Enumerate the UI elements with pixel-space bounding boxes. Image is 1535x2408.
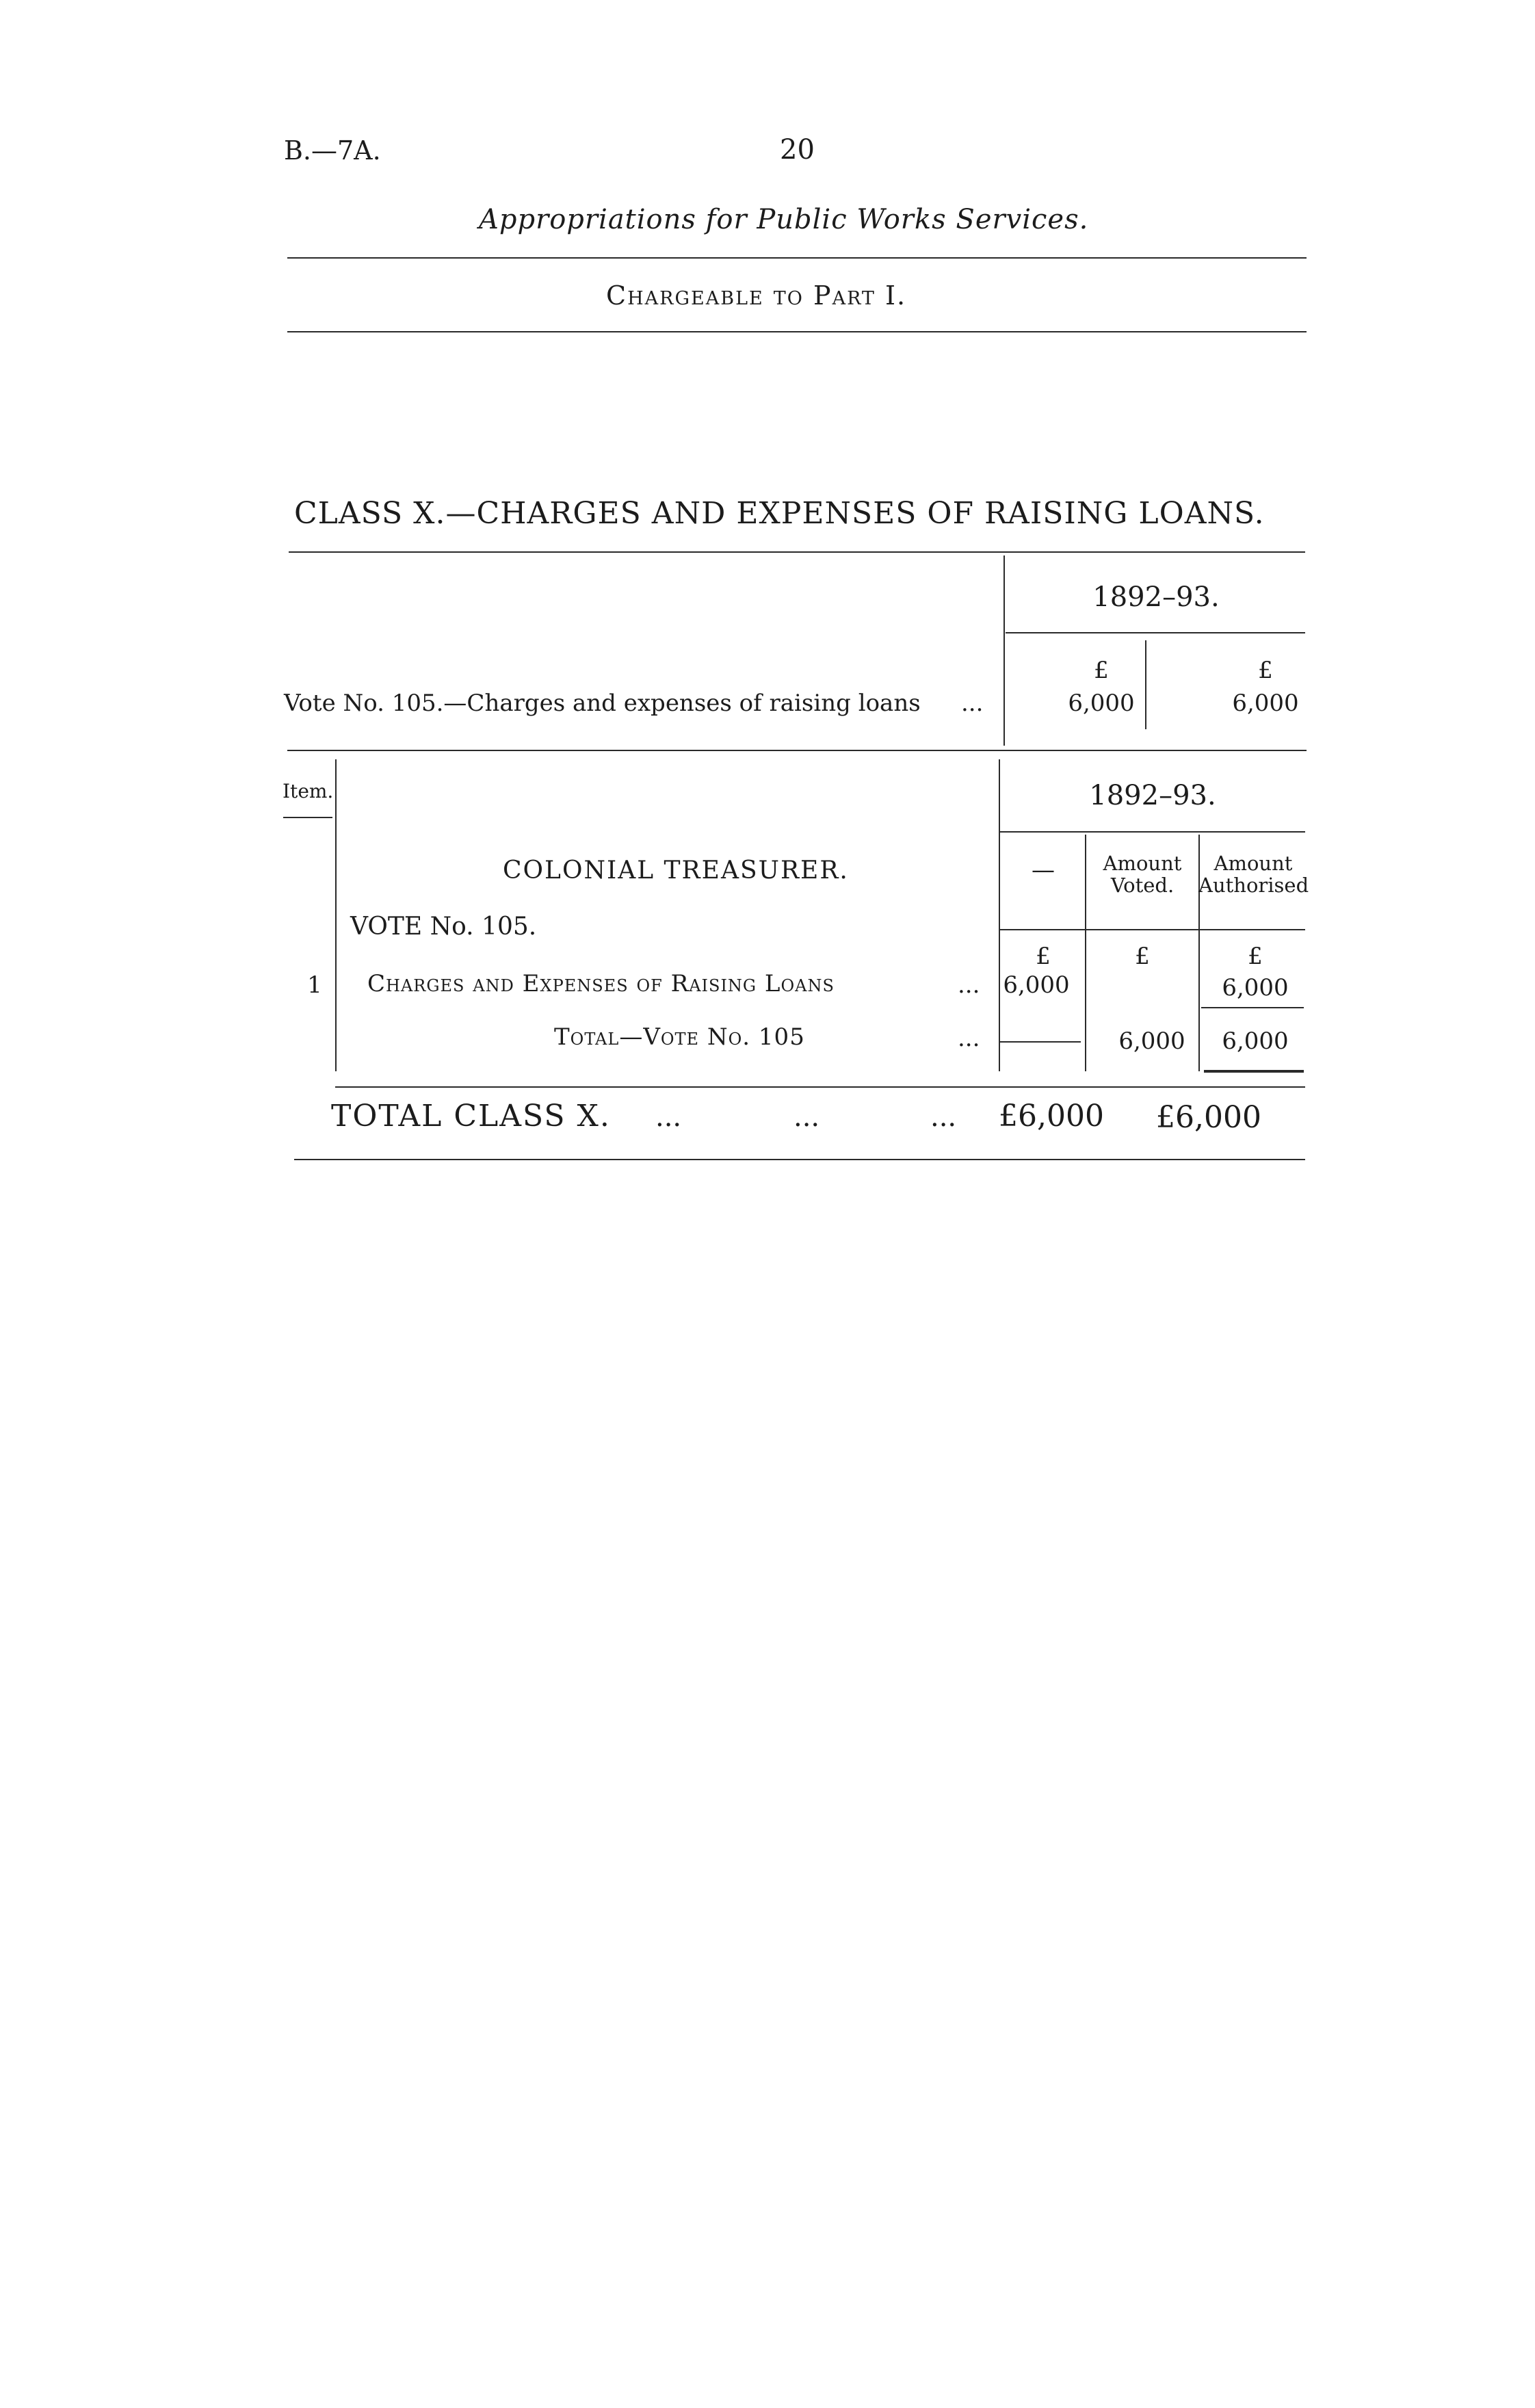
grand-total-label: TOTAL CLASS X.: [331, 1099, 611, 1134]
item-header: Item.: [283, 780, 334, 802]
row-dots: ...: [958, 971, 980, 999]
row-col2-symbol: £: [1135, 943, 1150, 970]
doc-ref: B.—7A.: [284, 135, 381, 166]
page-number: 20: [780, 134, 815, 166]
class-title: CLASS X.—CHARGES AND EXPENSES OF RAISING LOANS.: [294, 496, 1265, 531]
item-header-rule: [283, 817, 332, 818]
summary-col2-symbol: £: [1258, 657, 1273, 684]
summary-bottom-rule: [287, 750, 1307, 751]
summary-col1-symbol: £: [1094, 657, 1109, 684]
detail-year-rule: [1000, 831, 1305, 833]
summary-year-rule: [1006, 632, 1305, 633]
vote-total-col2: 6,000: [1118, 1028, 1185, 1055]
row-col1-value: 6,000: [1003, 971, 1070, 999]
col-voted-header: Amount Voted.: [1103, 852, 1182, 897]
col-authorised-header: Amount Authorised: [1198, 852, 1309, 897]
header-rule-top: [287, 257, 1307, 259]
grand-total-bottom-rule: [294, 1159, 1305, 1160]
vote-total-label: Total—Vote No. 105: [554, 1023, 805, 1051]
detail-year: 1892–93.: [1089, 780, 1216, 811]
label-col-divider: [999, 759, 1000, 1071]
department-heading: COLONIAL TREASURER.: [503, 856, 849, 885]
summary-col1-value: 6,000: [1068, 690, 1135, 717]
row-item-number: 1: [307, 971, 322, 999]
col-dash-header: —: [1032, 856, 1055, 884]
voted-col-divider: [1085, 835, 1086, 1071]
summary-dots: ...: [961, 690, 984, 717]
grand-total-dots-3: ...: [930, 1101, 957, 1133]
vote-label: VOTE No. 105.: [350, 913, 537, 941]
grand-total-dots-2: ...: [793, 1101, 820, 1133]
header-rule-bottom: [287, 331, 1307, 332]
vote-total-dots: ...: [958, 1025, 980, 1052]
running-title: Appropriations for Public Works Services.: [479, 204, 1089, 235]
vote-total-col3: 6,000: [1222, 1028, 1289, 1055]
summary-col2-value: 6,000: [1232, 690, 1299, 717]
row-col3-value: 6,000: [1222, 974, 1289, 1002]
summary-top-rule: [289, 551, 1305, 553]
vote-total-col1-rule: [1000, 1041, 1081, 1043]
summary-divider: [1003, 555, 1005, 746]
vote-total-col3-rule: [1204, 1070, 1304, 1073]
row-col3-symbol: £: [1248, 943, 1263, 970]
summary-vote-text: Vote No. 105.—Charges and expenses of raising loans: [284, 690, 921, 717]
row-label: Charges and Expenses of Raising Loans: [367, 970, 835, 997]
section-heading: Chargeable to Part I.: [606, 280, 907, 311]
detail-bottom-rule: [335, 1086, 1305, 1088]
grand-total-value-1: £6,000: [999, 1099, 1104, 1134]
row-col1-symbol: £: [1036, 943, 1051, 970]
grand-total-dots-1: ...: [655, 1101, 682, 1133]
row-col3-rule: [1201, 1007, 1304, 1008]
detail-header-rule: [1000, 929, 1305, 930]
summary-year: 1892–93.: [1092, 581, 1220, 613]
grand-total-value-2: £6,000: [1156, 1100, 1261, 1135]
item-col-divider: [335, 759, 337, 1071]
